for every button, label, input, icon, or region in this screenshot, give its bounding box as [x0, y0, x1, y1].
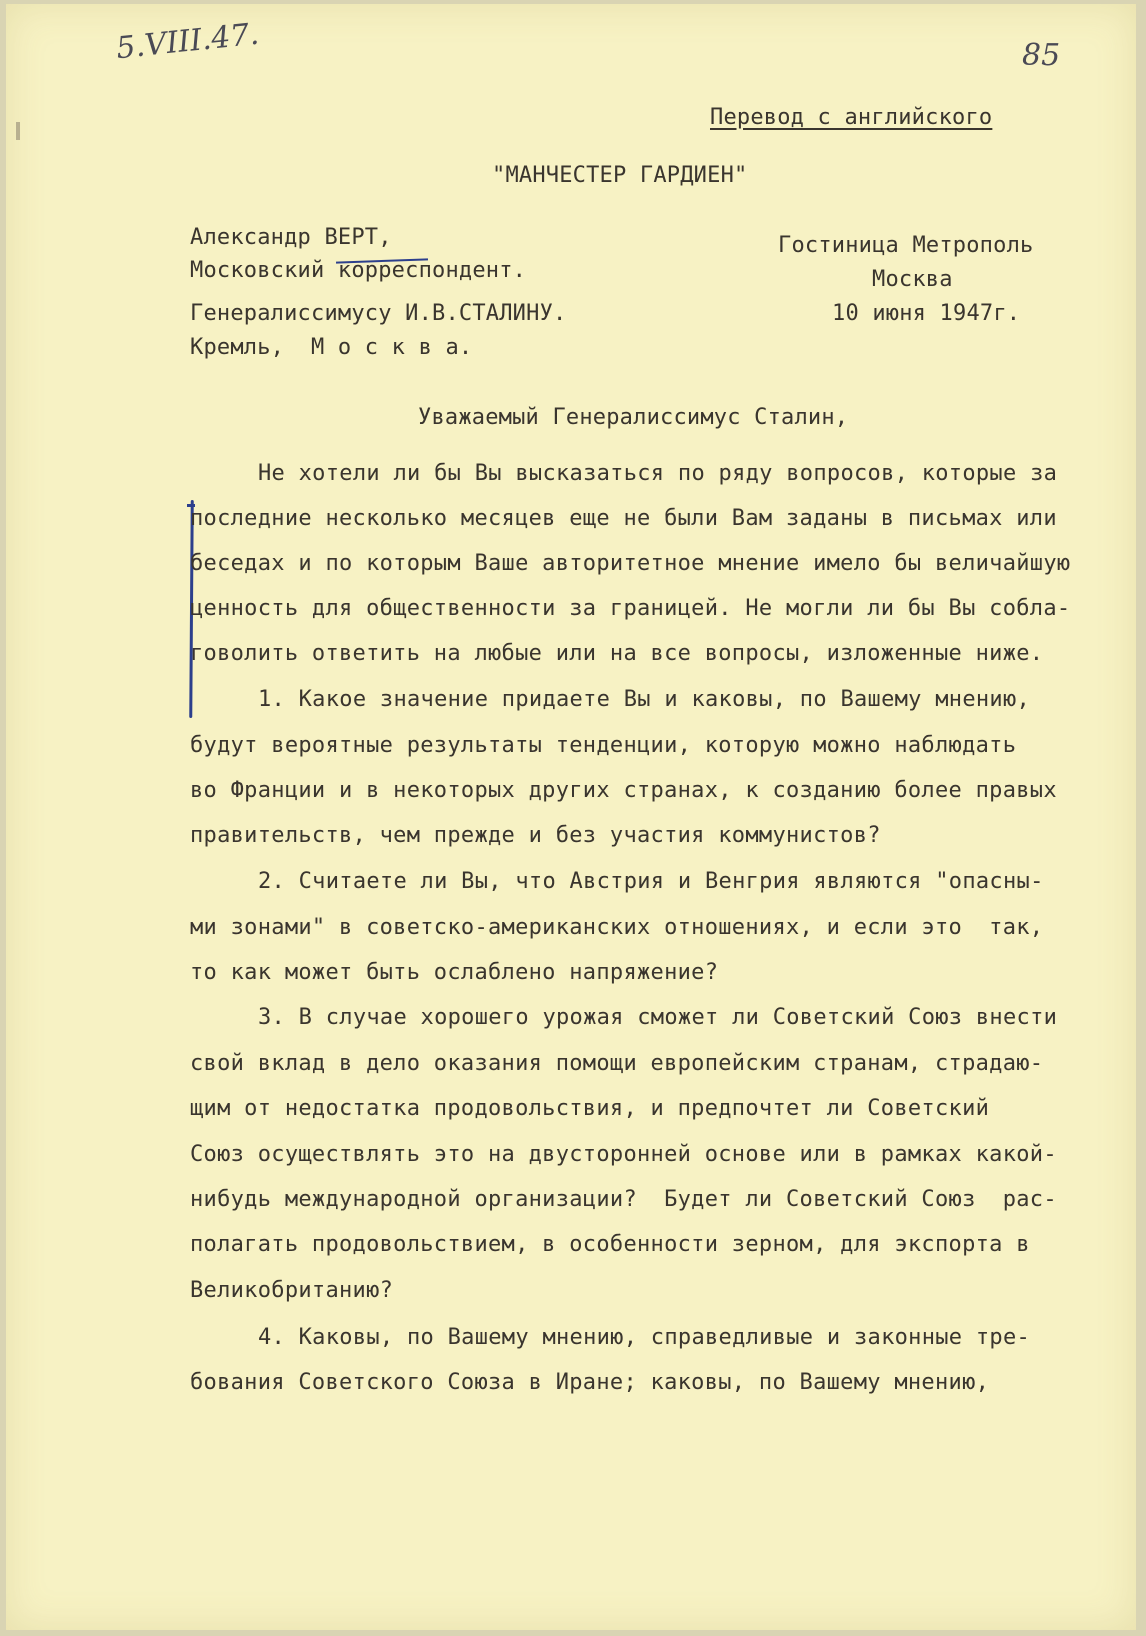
body-line: говолить ответить на любые или на все вопросы, изложенные ниже.: [190, 641, 1044, 666]
question-4-line: 4. Каковы, по Вашему мнению, справедливые и законные тре-: [258, 1325, 1031, 1350]
question-3-line: полагать продовольствием, в особенности зерном, для экспорта в: [190, 1232, 1030, 1257]
recipient-name: Генералиссимусу И.В.СТАЛИНУ.: [190, 301, 567, 326]
question-3-line: нибудь международной организации? Будет ли Советский Союз рас-: [190, 1187, 1057, 1212]
question-1-line: 1. Какое значение придаете Вы и каковы, по Вашему мнению,: [258, 687, 1031, 712]
question-2-line: ми зонами" в советско-американских отношениях, и если это так,: [190, 915, 1044, 940]
document-page: [6, 4, 1136, 1630]
body-line: последние несколько месяцев еще не были Вам заданы в письмах или: [190, 506, 1057, 531]
question-2-line: 2. Считаете ли Вы, что Австрия и Венгрия являются "опасны-: [258, 869, 1044, 894]
question-2-line: то как может быть ослаблено напряжение?: [190, 960, 719, 985]
question-1-line: правительств, чем прежде и без участия коммунистов?: [190, 823, 881, 848]
handwritten-date-note: 5.VIII.47.: [114, 16, 261, 67]
body-line: беседах и по которым Ваше авторитетное мнение имело бы величайшую: [190, 551, 1071, 576]
salutation: Уважаемый Генералиссимус Сталин,: [418, 405, 849, 430]
translation-note: Перевод с английского: [710, 105, 993, 130]
city-name: Москва: [872, 267, 953, 292]
question-1-line: будут вероятные результаты тенденции, которую можно наблюдать: [190, 733, 1017, 758]
recipient-address: Кремль, М о с к в а.: [190, 335, 473, 360]
sender-position: Московский корреспондент.: [190, 258, 527, 283]
question-3-line: Союз осуществлять это на двусторонней основе или в рамках какой-: [190, 1142, 1057, 1167]
question-1-line: во Франции и в некоторых других странах, к созданию более правых: [190, 778, 1057, 803]
hotel-name: Гостиница Метрополь: [778, 233, 1034, 258]
question-3-line: щим от недостатка продовольствия, и предпочтет ли Советский: [190, 1096, 990, 1121]
sender-name: Александр ВЕРТ,: [190, 225, 392, 250]
body-line: ценность для общественности за границей. Не могли ли бы Вы собла-: [190, 596, 1071, 621]
page-number: 85: [1022, 38, 1061, 73]
newspaper-title: "МАНЧЕСТЕР ГАРДИЕН": [492, 163, 748, 188]
question-3-line: свой вклад в дело оказания помощи европейским странам, страдаю-: [190, 1051, 1044, 1076]
question-3-line: Великобританию?: [190, 1278, 394, 1303]
body-line: Не хотели ли бы Вы высказаться по ряду вопросов, которые за: [258, 461, 1058, 486]
question-3-line: 3. В случае хорошего урожая сможет ли Советский Союз внести: [258, 1005, 1058, 1030]
question-4-line: бования Советского Союза в Иране; каковы, по Вашему мнению,: [190, 1370, 990, 1395]
binding-mark: [16, 122, 20, 140]
letter-date: 10 июня 1947г.: [832, 301, 1021, 326]
